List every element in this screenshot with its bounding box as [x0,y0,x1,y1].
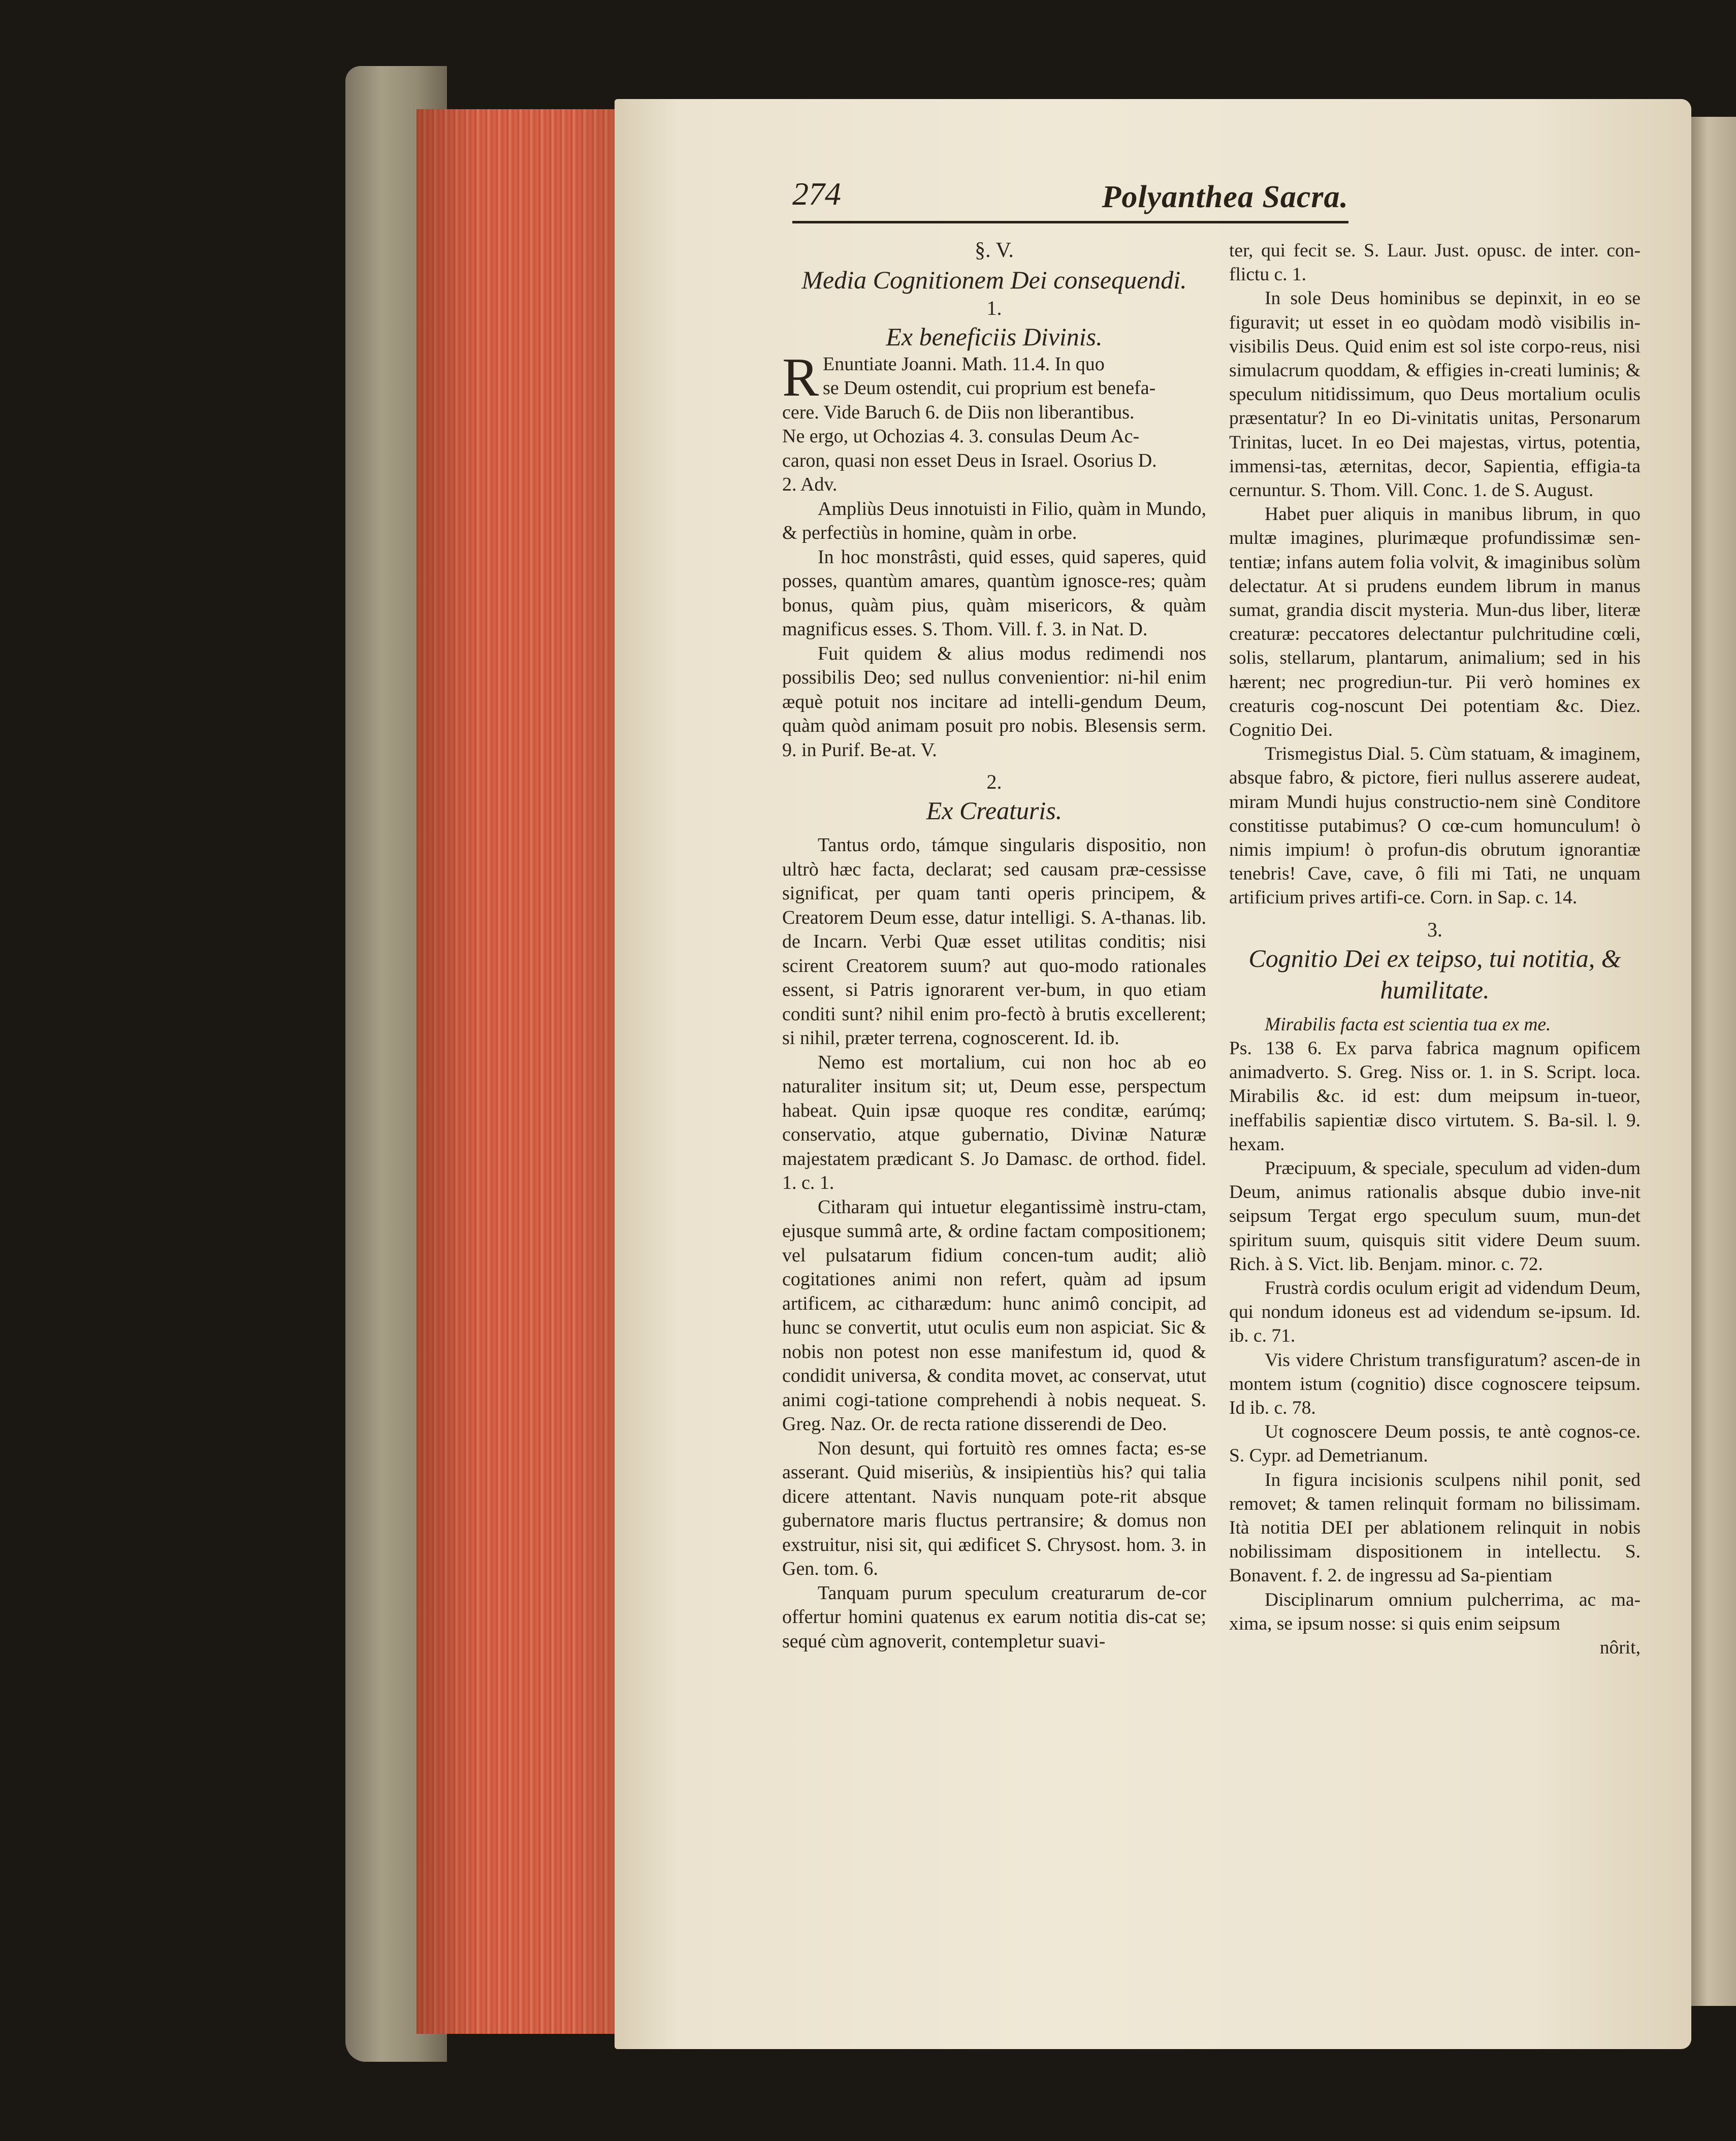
text-line: se Deum ostendit, cui proprium est benefa- [823,377,1156,399]
catchword: nôrit, [1599,1637,1641,1658]
paragraph: Trismegistus Dial. 5. Cùm statuam, & imaginem, absque fabro, & pictore, fieri nullus asserere audeat, miram Mundi hujus constructio-nem sinè Conditore constitisse putabimus? O cœ-cum homunculum! ò nimis impium! ò profun-dis obrutum ignorantiæ tenebris! Cave, cave, ô fili mi Tati, ne unquam artificium prives artifi-ce. Corn. in Sap. c. 14. [1229,743,1641,909]
facing-page-edge [1689,117,1736,2006]
paragraph-with-dropcap [782,347,1206,408]
right-column [1229,239,1641,1660]
text-line: Enuntiate Joanni. Math. 11.4. In quo [823,353,1105,375]
paragraph: Disciplinarum omnium pulcherrima, ac ma-xima, se ipsum nosse: si quis enim seipsum [1229,1589,1641,1634]
paragraph: In figura incisionis sculpens nihil ponit, sed removet; & tamen relinquit formam no bilissimam. Ità notitia DEI per ablationem relinquit in nobis nobilissimam dispositionem in intellectu. S. Bonavent. f. 2. de ingressu ad Sa-pientiam [1229,1469,1641,1586]
subsection-title: Cognitio Dei ex teipso, tui notitia, & [1248,944,1621,972]
paragraph: Præcipuum, & speciale, speculum ad viden-dum Deum, animus rationalis absque dubio inve-nit seipsum Tergat ergo speculum suum, mun-det spiritum suum, quisquis sitit videre Deum suum. Rich. à S. Vict. lib. Benjam. minor. c. 72. [1229,1157,1641,1275]
paragraph: In hoc monstrâsti, quid esses, quid saperes, quid posses, quantùm amares, quantùm ignosce-res; quàm bonus, quàm pius, quàm misericors, & quàm magnificus esses. S. Thom. Vill. f. 3. in Nat. D. [782,546,1206,640]
text-line: cere. Vide Baruch 6. de Diis non liberantibus. [782,401,1135,423]
paragraph: ter, qui fecit se. S. Laur. Just. opusc. de inter. con-flictu c. 1. [1229,240,1641,285]
left-column [782,239,1206,1653]
paragraph: Nemo est mortalium, cui non hoc ab eo naturaliter insitum sit; ut, Deum esse, perspectum habeat. Quin ipsæ quoque res conditæ, earúmq; conservatio, atque gubernatio, Divinæ Naturæ majestatem prædicant S. Jo Damasc. de orthod. fidel. 1. c. 1. [782,1051,1206,1193]
paragraph: Tantus ordo, támque singularis dispositio, non ultrò hæc facta, declarat; sed causam præ-cessisse significat, per quam tanti operis principem, & Creatorem Deum esse, datur intelligi. S. A-thanas. lib. de Incarn. Verbi Quæ esset utilitas conditis; nisi scirent Creatorem suum? aut quo-modo rationales essent, si Patris ignorarent ver-bum, in quo etiam conditi sunt? nihil enim pro-fectò à brutis excellerent; si nihil, præter terrena, cognoscerent. Id. ib. [782,834,1206,1049]
subsection-number: 3. [1427,918,1442,941]
page-header [792,175,1348,223]
paragraph: Frustrà cordis oculum erigit ad videndum Deum, qui nondum idoneus est ad videndum se-ipsum. Id. ib. c. 71. [1229,1277,1641,1347]
text-line: Ne ergo, ut Ochozias 4. 3. consulas Deum Ac- [782,426,1140,447]
paragraph: Vis videre Christum transfiguratum? ascen-de in montem istum (cognitio) disce cognoscere teipsum. Id ib. c. 78. [1229,1349,1641,1418]
drop-capital: R [782,347,819,408]
text-line: 2. Adv. [782,474,838,495]
paragraph: Fuit quidem & alius modus redimendi nos possibilis Deo; sed nullus convenientior: ni-hil enim æquè potuit nos incitare ad intelli-gendum Deum, quàm quòd animam posuit pro nobis. Blesensis serm. 9. in Purif. Be-at. V. [782,642,1206,761]
section-title: Media Cognitionem Dei consequendi. [801,265,1187,294]
subsection-title-continued: humilitate. [1380,975,1490,1004]
paragraph: Ampliùs Deus innotuisti in Filio, quàm in Mundo, & perfectiùs in homine, quàm in orbe. [782,498,1206,543]
section-mark: §. V. [975,239,1014,262]
page-number: 274 [792,176,841,212]
scripture-quote: Mirabilis facta est scientia tua ex me. [1265,1014,1551,1035]
subsection-number: 1. [986,296,1002,319]
page-edge-shading [416,109,625,2034]
paragraph: Ps. 138 6. Ex parva fabrica magnum opificem animadverto. S. Greg. Niss or. 1. in S. Script. loca. Mirabilis &c. id est: dum meipsum in-tueor, ineffabilis sapientiæ disco virtutem. S. Ba-sil. l. 9. hexam. [1229,1037,1641,1155]
subsection-title: Ex Creaturis. [926,796,1063,825]
paragraph: Tanquam purum speculum creaturarum de-cor offertur homini quatenus ex earum notitia dis-cat se; sequé cùm agnoverit, contempletur suavi- [782,1582,1206,1652]
subsection-title: Ex beneficiis Divinis. [886,322,1103,351]
running-title: Polyanthea Sacra. [1102,180,1348,214]
paragraph: Citharam qui intuetur elegantissimè instru-ctam, ejusque summâ arte, & ordine factam compositionem; vel pulsatarum fidium concen-tum audit; aliò cogitationes animi non refert, quàm ad ipsum artificem, ac citharædum: hunc animô concipit, ad hunc se convertit, utut oculis eum non aspiciat. Sic & nobis non potest non esse manifestum id, quod & condidit universa, & condita movet, ac conservat, utut animi cogi-tatione comprehendi à nobis nequeat. S. Greg. Naz. Or. de recta ratione disserendi de Deo. [782,1196,1206,1435]
paragraph: In sole Deus hominibus se depinxit, in eo se figuravit; ut esset in eo quòdam modò visibilis in-visibilis Deus. Quid enim est sol iste corpo-reus, nisi simulacrum quoddam, & effigies in-creati luminis; & speculum nitidissimum, quo Deus mortalium oculis præsentatur? In eo Di-vinitatis unitas, Personarum Trinitas, lucet. In eo Dei majestas, virtus, potentia, immensi-tas, æternitas, decor, Sapientia, effigia-ta cernuntur. S. Thom. Vill. Conc. 1. de S. August. [1229,288,1641,501]
paragraph: Non desunt, qui fortuitò res omnes facta; es-se asserant. Quid miseriùs, & insipientiùs his? qui talia dicere attentant. Navis nunquam pote-rit absque gubernatore maris fluctus pertransire; & domus non exstruitur, nisi sit, qui ædificet S. Chrysost. hom. 3. in Gen. tom. 6. [782,1437,1206,1579]
paragraph: Habet puer aliquis in manibus librum, in quo multæ imagines, plurimæque profundissimæ sen-tentiæ; infans autem folia volvit, & imaginibus solùm delectatur. At si prudens eundem librum in manus sumat, grandia discit mysteria. Mun-dus liber, literæ creaturæ: peccatores delectantur pulchritudine cœli, solis, stellarum, plantarum, animalium; sed in his hærent; nec progrediun-tur. Pii verò homines ex creaturis cog-noscunt Dei potentiam &c. Diez. Cognitio Dei. [1229,504,1641,741]
paragraph: Ut cognoscere Deum possis, te antè cognos-ce. S. Cypr. ad Demetrianum. [1229,1421,1641,1467]
text-line: caron, quasi non esset Deus in Israel. Osorius D. [782,449,1157,471]
subsection-number: 2. [986,770,1002,793]
